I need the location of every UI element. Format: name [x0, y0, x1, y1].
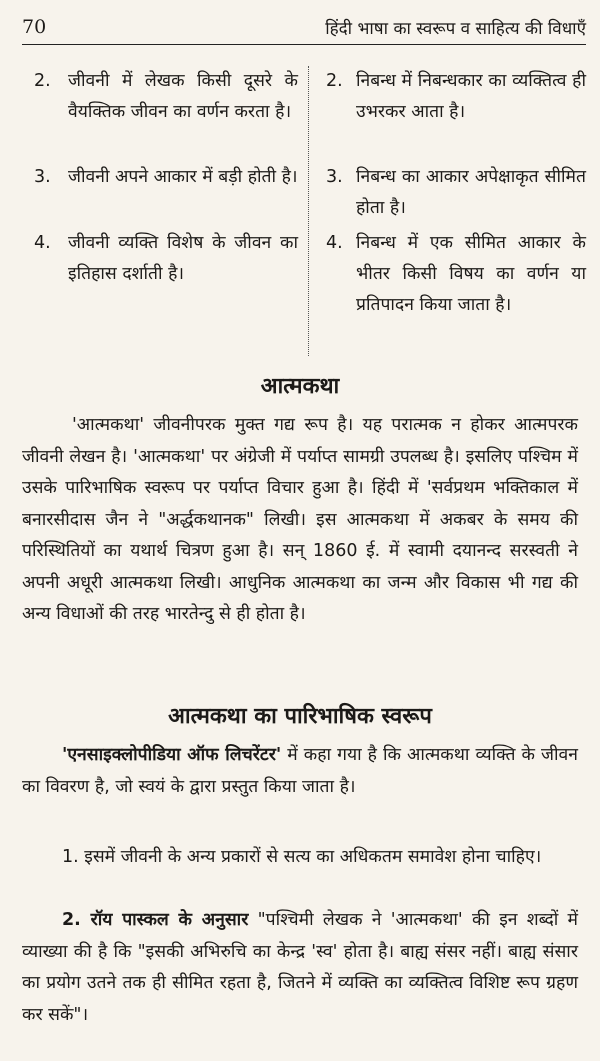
roy-pascal-label: 2. रॉय पास्कल के अनुसार	[62, 910, 249, 930]
essay-column	[318, 66, 586, 321]
atmakatha-paragraph: 'आत्मकथा' जीवनीपरक मुक्त गद्य रूप है। यह परात्मक न होकर आत्मपरक जीवनी लेखन है। 'आत्मकथा' पर अंग्रेजी में पर्याप्त सामग्री उपलब्ध है। इसलिए पश्चिम में उसके पारिभाषिक स्वरूप पर पर्याप्त विचार हुआ है। हिंदी में 'सर्वप्रथम भक्तिकाल में बनारसीदास जैन ने "अर्द्धकथानक" लिखी। इस आत्मकथा में अकबर के समय की परिस्थितियों का यथार्थ चित्रण हुआ है। सन् 1860 ई. में स्वामी दयानन्द सरस्वती ने अपनी अधूरी आत्मकथा लिखी। आधुनिक आत्मकथा का जन्म और विकास भी गद्य की अन्य विधाओं की तरह भारतेन्दु से ही होता है।	[22, 415, 578, 624]
item-number: 2.	[34, 71, 51, 91]
item-number: 2.	[326, 71, 343, 91]
column-divider	[308, 66, 309, 356]
definition-text: में कहा गया है कि आत्मकथा व्यक्ति के जीवन का विवरण है, जो स्वयं के द्वारा प्रस्तुत किया जाता है।	[22, 745, 578, 797]
item-text: जीवनी में लेखक किसी दूसरे के वैयक्तिक जीवन का वर्णन करता है।	[68, 71, 298, 122]
biography-column	[30, 66, 298, 290]
item-number: 3.	[34, 167, 51, 187]
section-heading-atmakatha: आत्मकथा	[260, 374, 340, 399]
list-item	[318, 228, 586, 321]
roy-pascal-quote: "पश्चिमी लेखक ने 'आत्मकथा' की इन शब्दों में व्याख्या की है कि "इसकी अभिरुचि का केन्द्र 'स्व' होता है। बाह्य संसर नहीं। बाह्य संसार का प्रयोग उतने तक ही सीमित रहता है, जितने में व्यक्ति का व्यक्तित्व विशिष्ट रूप ग्रहण कर सकें"।	[22, 910, 578, 1025]
comparison-table	[30, 66, 586, 366]
list-item	[318, 162, 586, 228]
page-number: 70	[22, 16, 47, 38]
running-title: हिंदी भाषा का स्वरूप व साहित्य की विधाएँ	[325, 19, 586, 39]
item-number: 3.	[326, 167, 343, 187]
item-text: निबन्ध का आकार अपेक्षाकृत सीमित होता है।	[356, 167, 586, 218]
list-item	[30, 162, 298, 228]
definition-paragraph-1	[22, 740, 578, 803]
page-header	[22, 10, 586, 45]
item-text: निबन्ध में निबन्धकार का व्यक्तित्व ही उभरकर आता है।	[356, 71, 586, 122]
encyclopedia-title: 'एनसाइक्लोपीडिया ऑफ लिचरेंटर'	[62, 745, 282, 765]
item-number: 4.	[34, 233, 51, 253]
list-item	[318, 66, 586, 162]
section-heading-definition: आत्मकथा का पारिभाषिक स्वरूप	[168, 704, 432, 729]
definition-paragraph-3	[22, 905, 578, 1031]
item-text: जीवनी व्यक्ति विशेष के जीवन का इतिहास दर्शाती है।	[68, 233, 298, 284]
item-number: 4.	[326, 233, 343, 253]
list-item	[30, 228, 298, 290]
definition-paragraph-2: 1. इसमें जीवनी के अन्य प्रकारों से सत्य का अधिकतम समावेश होना चाहिए।	[62, 847, 542, 867]
item-text: निबन्ध में एक सीमित आकार के भीतर किसी विषय का वर्णन या प्रतिपादन किया जाता है।	[356, 233, 586, 315]
list-item	[30, 66, 298, 162]
item-text: जीवनी अपने आकार में बड़ी होती है।	[68, 167, 298, 187]
